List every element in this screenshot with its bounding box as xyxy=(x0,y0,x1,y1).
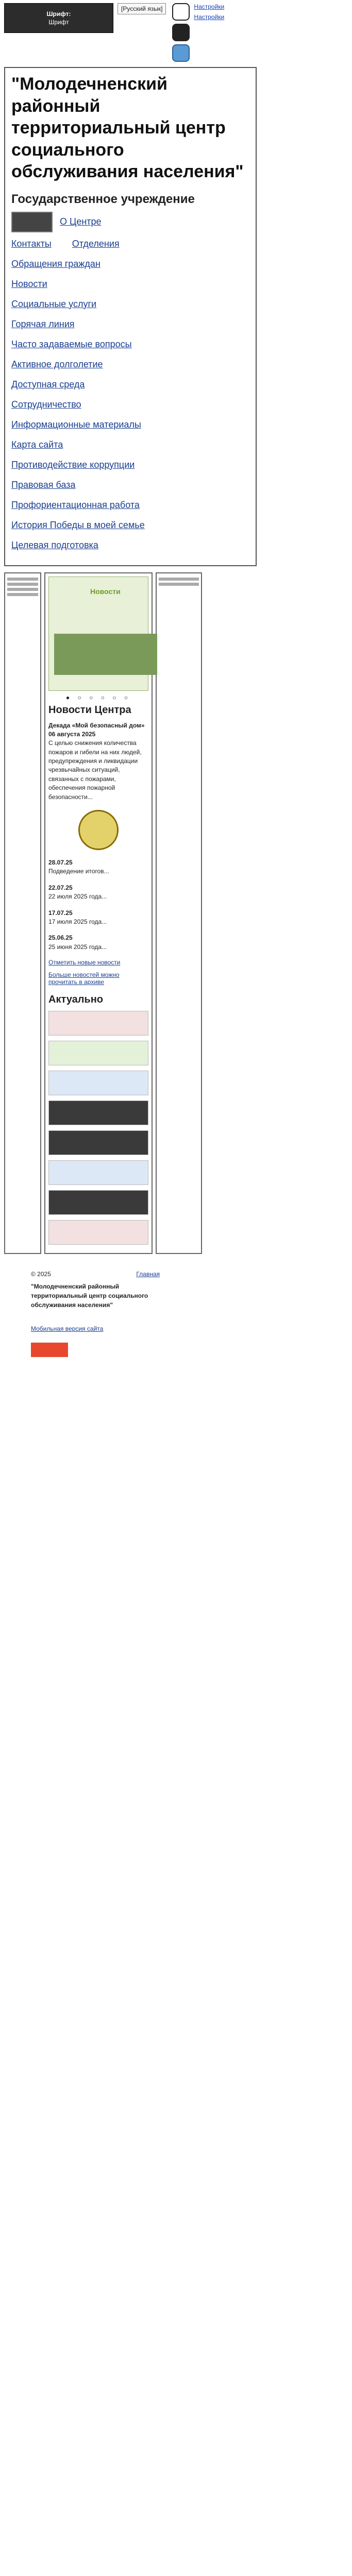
banner[interactable] xyxy=(48,1071,148,1095)
accessibility-icon[interactable] xyxy=(172,44,190,62)
top-icons xyxy=(172,3,190,62)
banner[interactable] xyxy=(48,1011,148,1036)
footer-year: © 2025 xyxy=(31,1270,51,1278)
news-slider[interactable] xyxy=(48,577,148,691)
menu-item[interactable]: Новости xyxy=(11,278,47,289)
right-line xyxy=(159,583,199,586)
right-line xyxy=(159,578,199,581)
news-item[interactable] xyxy=(48,934,148,952)
contacts-row xyxy=(11,239,249,259)
news-first-body: С целью снижения количества пожаров и гибели на них людей, предупреждения и ликвидации чрезвычайных ситуаций, связанных с пожарами, обеспечения пожарной безопасности... xyxy=(48,739,142,801)
top-links xyxy=(194,3,224,21)
menu-list xyxy=(11,259,249,551)
menu-item[interactable]: История Победы в моей семье xyxy=(11,519,145,530)
center-column xyxy=(44,572,153,1255)
left-line xyxy=(7,578,38,581)
about-link[interactable]: О Центре xyxy=(60,216,102,227)
menu-item[interactable]: Целевая подготовка xyxy=(11,539,98,550)
menu-item[interactable]: Правовая база xyxy=(11,479,76,490)
left-line xyxy=(7,593,38,596)
top-bar xyxy=(0,0,352,65)
more-news-link[interactable]: Отметить новые новости xyxy=(48,959,121,967)
news-item-date: 22.07.25 xyxy=(48,884,73,891)
mobile-version-link[interactable]: Мобильная версия сайта xyxy=(31,1325,104,1333)
banner[interactable] xyxy=(48,1190,148,1215)
actual-title: Актуально xyxy=(48,994,104,1006)
menu-item[interactable]: Профориентационная работа xyxy=(11,499,140,510)
slider-dots[interactable]: ● ○ ○ ○ ○ ○ xyxy=(65,693,131,701)
language-select[interactable]: [Русский язык] xyxy=(118,3,166,14)
section-title: Государственное учреждение xyxy=(11,192,195,206)
news-item-text: 25 июня 2025 года... xyxy=(48,943,107,951)
menu-item[interactable]: Часто задаваемые вопросы xyxy=(11,338,132,349)
banner[interactable] xyxy=(48,1220,148,1245)
menu-item[interactable]: Горячая линия xyxy=(11,318,75,329)
news-item-text: Подведение итогов... xyxy=(48,868,109,875)
settings-icon[interactable] xyxy=(172,3,190,21)
font-settings[interactable] xyxy=(4,3,113,33)
footer-row xyxy=(31,1269,160,1279)
news-item-date: 17.07.25 xyxy=(48,909,73,917)
settings-link-2[interactable]: Настройки xyxy=(194,13,225,21)
news-item[interactable] xyxy=(48,909,148,927)
font-label: Шрифт: xyxy=(46,10,71,18)
footer-logo xyxy=(31,1343,68,1357)
banner[interactable] xyxy=(48,1160,148,1185)
settings-link-1[interactable]: Настройки xyxy=(194,3,225,10)
menu-item[interactable]: Карта сайта xyxy=(11,439,63,450)
news-first-date: 06 августа 2025 xyxy=(48,730,96,738)
news-first-heading: Декада «Мой безопасный дом» xyxy=(48,721,145,729)
departments-link[interactable]: Отделения xyxy=(72,238,120,249)
news-item-date: 25.06.25 xyxy=(48,934,73,942)
about-row xyxy=(11,212,249,232)
left-line xyxy=(7,588,38,591)
news-item-text: 22 июля 2025 года... xyxy=(48,893,107,901)
news-item[interactable] xyxy=(48,858,148,876)
footer-main-link[interactable]: Главная xyxy=(136,1270,160,1278)
menu-item[interactable]: Активное долголетие xyxy=(11,359,103,369)
menu-item[interactable]: Противодействие коррупции xyxy=(11,459,135,470)
menu-item[interactable]: Обращения граждан xyxy=(11,258,100,269)
news-item[interactable] xyxy=(48,884,148,902)
footer xyxy=(31,1269,160,1310)
contacts-link[interactable]: Контакты xyxy=(11,238,52,249)
left-line xyxy=(7,583,38,586)
menu-item[interactable]: Информационные материалы xyxy=(11,419,141,430)
banner[interactable] xyxy=(48,1130,148,1155)
right-column xyxy=(156,572,202,1255)
news-first xyxy=(48,721,148,802)
left-column xyxy=(4,572,41,1255)
footer-bottom xyxy=(31,1325,352,1332)
banner[interactable] xyxy=(48,1041,148,1065)
archive-link[interactable]: Больше новостей можно прочитать в архиве xyxy=(48,971,120,986)
news-item-text: 17 июля 2025 года... xyxy=(48,918,107,925)
contrast-icon[interactable] xyxy=(172,24,190,41)
news-list xyxy=(48,858,148,952)
emblem-icon xyxy=(78,810,119,850)
news-item-date: 28.07.25 xyxy=(48,859,73,867)
menu-icon[interactable] xyxy=(11,212,53,232)
body-area xyxy=(4,572,349,1255)
main-frame xyxy=(4,67,257,566)
menu-item[interactable]: Социальные услуги xyxy=(11,298,97,309)
org-title: "Молодечненский районный территориальный центр социального обслуживания населения" xyxy=(11,74,244,181)
menu-item[interactable]: Сотрудничество xyxy=(11,399,81,410)
slider-image xyxy=(54,634,157,675)
font-label-2: Шрифт xyxy=(48,19,69,26)
slider-label: Новости xyxy=(90,587,121,596)
footer-org: "Молодечненский районный территориальный центр социального обслуживания населения" xyxy=(31,1283,148,1309)
news-title: Новости Центра xyxy=(48,704,131,716)
banner[interactable] xyxy=(48,1100,148,1125)
menu-item[interactable]: Доступная среда xyxy=(11,379,85,389)
